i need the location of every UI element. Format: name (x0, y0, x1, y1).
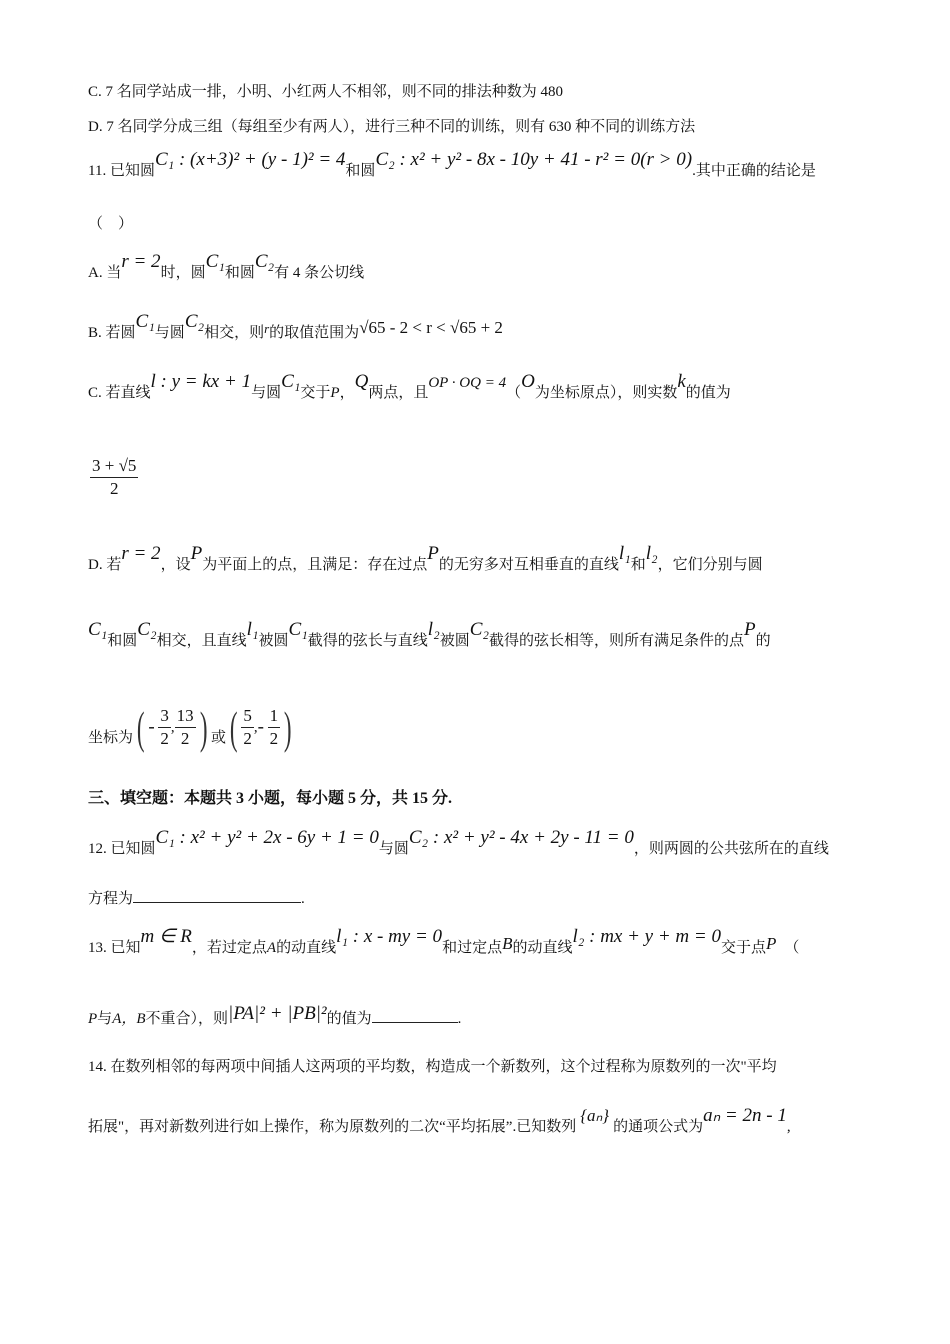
math-c2: C₂ (469, 619, 489, 640)
math-p: P (427, 543, 439, 564)
text: 截得的弦长与直线 (307, 633, 428, 649)
denominator: 2 (160, 729, 169, 749)
q11-option-a (88, 251, 365, 283)
text: 交于点 (720, 940, 766, 956)
math-p: P (330, 385, 340, 401)
math-k: k (677, 371, 686, 392)
q11-tail: .其中正确的结论是 (692, 163, 816, 179)
math-line: l : y = kx + 1 (150, 371, 252, 392)
text: ， (339, 385, 355, 401)
text: 为坐标原点），则实数 (534, 385, 678, 401)
math-r-eq: r = 2 (121, 543, 161, 564)
math-c1: C₁ (88, 619, 108, 640)
text: 的通项公式为 (613, 1119, 704, 1135)
text: , (786, 1119, 791, 1135)
question-13-stem (88, 926, 800, 958)
math-l2: l₂ (645, 543, 658, 564)
text: （ (506, 385, 522, 401)
text: . (457, 1011, 462, 1027)
option-c-prev: C. 7 名同学站成一排，小明、小红两人不相邻，则不同的排法种数为 480 (88, 84, 564, 100)
math-q: Q (354, 371, 369, 392)
text: 的值为 (326, 1011, 372, 1027)
text: ，它们分别与圆 (657, 557, 763, 573)
q13-answer-blank[interactable] (372, 1008, 458, 1023)
denominator: 2 (109, 479, 119, 498)
math-l1: l₁ (246, 619, 259, 640)
text: 时，圆 (160, 265, 206, 281)
text: 截得的弦长相等，则所有满足条件的点 (488, 633, 744, 649)
math-formula: aₙ = 2n - 1 (703, 1105, 787, 1126)
text: 有 4 条公切线 (274, 265, 365, 281)
math-c2: C₂ (184, 311, 205, 332)
text: ，则两圆的公共弦所在的直线 (633, 841, 829, 857)
text: 的无穷多对互相垂直的直线 (438, 557, 619, 573)
text: 与圆 (378, 841, 409, 857)
text: 坐标为 (88, 729, 134, 746)
text: 交于 (300, 385, 331, 401)
denominator: 2 (243, 729, 252, 749)
text: 和 (630, 557, 646, 573)
math-b: B (502, 934, 513, 953)
math-l1: l₁ (618, 543, 631, 564)
math-c1: C₁ (281, 371, 301, 392)
text: 和过定点 (442, 940, 503, 956)
text: 不重合），则 (145, 1011, 229, 1027)
q11-option-d-line1 (88, 543, 763, 575)
math-dot-product: OP · OQ = 4 (428, 375, 507, 391)
math-expression: |PA|² + |PB|² (228, 1003, 327, 1024)
text: 和圆 (224, 265, 255, 281)
minus-sign: - (148, 716, 155, 738)
q11-option-d-line3 (88, 702, 296, 752)
option-label: A. 当 (88, 265, 122, 281)
question-11-stem (88, 149, 816, 181)
section-3-heading: 三、填空题：本题共 3 小题，每小题 5 分，共 15 分. (88, 790, 453, 807)
fraction (241, 705, 254, 750)
math-r: r (264, 321, 270, 336)
fraction (90, 455, 138, 500)
option-label: B. 若圆 (88, 325, 136, 341)
text: 与圆 (251, 385, 282, 401)
math-a: A， (112, 1011, 137, 1027)
math-l1: l₁ : x - my = 0 (336, 926, 443, 947)
text: 相交，则 (204, 325, 265, 341)
question-14-line2 (88, 1105, 791, 1137)
text: . (301, 891, 305, 907)
q11-c2-equation: C₂ : x² + y² - 8x - 10y + 41 - r² = 0(r > 0) (375, 149, 693, 170)
q11-option-c (88, 371, 731, 403)
text: 被圆 (258, 633, 289, 649)
math-p: P (88, 1011, 98, 1027)
q11-number: 11. 已知圆 (88, 163, 155, 179)
q13-number: 13. 已知 (88, 940, 141, 956)
question-12-stem (88, 827, 829, 859)
text: 与 (97, 1011, 113, 1027)
numerator: 3 (158, 705, 171, 728)
question-14-line1: 14. 在数列相邻的每两项中间插人这两项的平均数，构造成一个新数列，这个过程称为原数列的一次"平均 (88, 1059, 777, 1075)
math-c2: C₂ (254, 251, 275, 272)
text: 方程为 (88, 891, 134, 907)
text: 的 (755, 633, 771, 649)
math-p: P (744, 619, 756, 640)
math-c1: C₁ (288, 619, 308, 640)
numerator: 13 (175, 705, 196, 728)
text: 或 (211, 729, 227, 746)
math-range: √65 - 2 < r < √65 + 2 (359, 318, 503, 337)
q12-number: 12. 已知圆 (88, 841, 156, 857)
text: ，若过定点 (191, 940, 267, 956)
math-p: P (765, 934, 777, 953)
text: 拓展"，再对新数列进行如上操作，称为原数列的二次“平均拓展”.已知数列 (88, 1119, 577, 1135)
text: 两点，且 (368, 385, 429, 401)
denominator: 2 (180, 729, 190, 749)
q13-line2 (88, 1003, 462, 1029)
comma: , (170, 719, 175, 736)
text: 的取值范围为 (269, 325, 360, 341)
fraction (158, 705, 171, 750)
q12-c2-equation: C₂ : x² + y² - 4x + 2y - 11 = 0 (408, 827, 634, 848)
option-label: C. 若直线 (88, 385, 151, 401)
text: 被圆 (439, 633, 470, 649)
denominator: 2 (269, 729, 279, 749)
q12-line2 (88, 888, 305, 909)
numerator: 3 + √5 (90, 455, 138, 478)
minus-sign: - (257, 716, 264, 738)
q11-c1-equation: C₁ : (x+3)² + (y - 1)² = 4 (154, 149, 346, 170)
q11-option-d-line2 (88, 619, 771, 651)
q11-and: 和圆 (345, 163, 376, 179)
math-l2: l₂ : mx + y + m = 0 (572, 926, 721, 947)
math-c2: C₂ (137, 619, 157, 640)
q11-option-c-answer (90, 455, 138, 500)
numerator: 5 (241, 705, 254, 728)
text: ，设 (160, 557, 191, 573)
q12-c1-equation: C₁ : x² + y² + 2x - 6y + 1 = 0 (155, 827, 379, 848)
math-o: O (521, 371, 535, 392)
fraction (175, 705, 196, 750)
text: （ (784, 940, 800, 956)
text: 相交，且直线 (156, 633, 247, 649)
text: 的动直线 (512, 940, 573, 956)
text: 与圆 (154, 325, 185, 341)
math-p: P (190, 543, 203, 564)
text: 的值为 (685, 385, 731, 401)
fraction (268, 705, 281, 750)
math-a: A (266, 940, 277, 956)
math-expr: r = 2 (121, 251, 161, 272)
right-paren: ) (284, 701, 292, 753)
math-b: B (136, 1011, 146, 1027)
math-c1: C₁ (205, 251, 225, 272)
q11-answer-bracket: （ ） (88, 216, 134, 232)
option-label: D. 若 (88, 557, 122, 573)
comma: , (253, 719, 258, 736)
q12-answer-blank[interactable] (133, 888, 301, 903)
math-m-in-r: m ∈ R (140, 926, 192, 947)
numerator: 1 (268, 705, 281, 728)
left-paren: ( (229, 701, 238, 753)
text: 的动直线 (276, 940, 337, 956)
right-paren: ) (199, 701, 208, 753)
text: 和圆 (107, 633, 138, 649)
text: 为平面上的点，且满足：存在过点 (202, 557, 428, 573)
math-sequence: {aₙ} (580, 1106, 610, 1125)
math-l2: l₂ (427, 619, 440, 640)
math-c1: C₁ (135, 311, 155, 332)
option-d-prev: D. 7 名同学分成三组（每组至少有两人），进行三种不同的训练，则有 630 种不同的训练方法 (88, 119, 696, 135)
left-paren: ( (136, 701, 145, 753)
q11-option-b (88, 311, 503, 343)
